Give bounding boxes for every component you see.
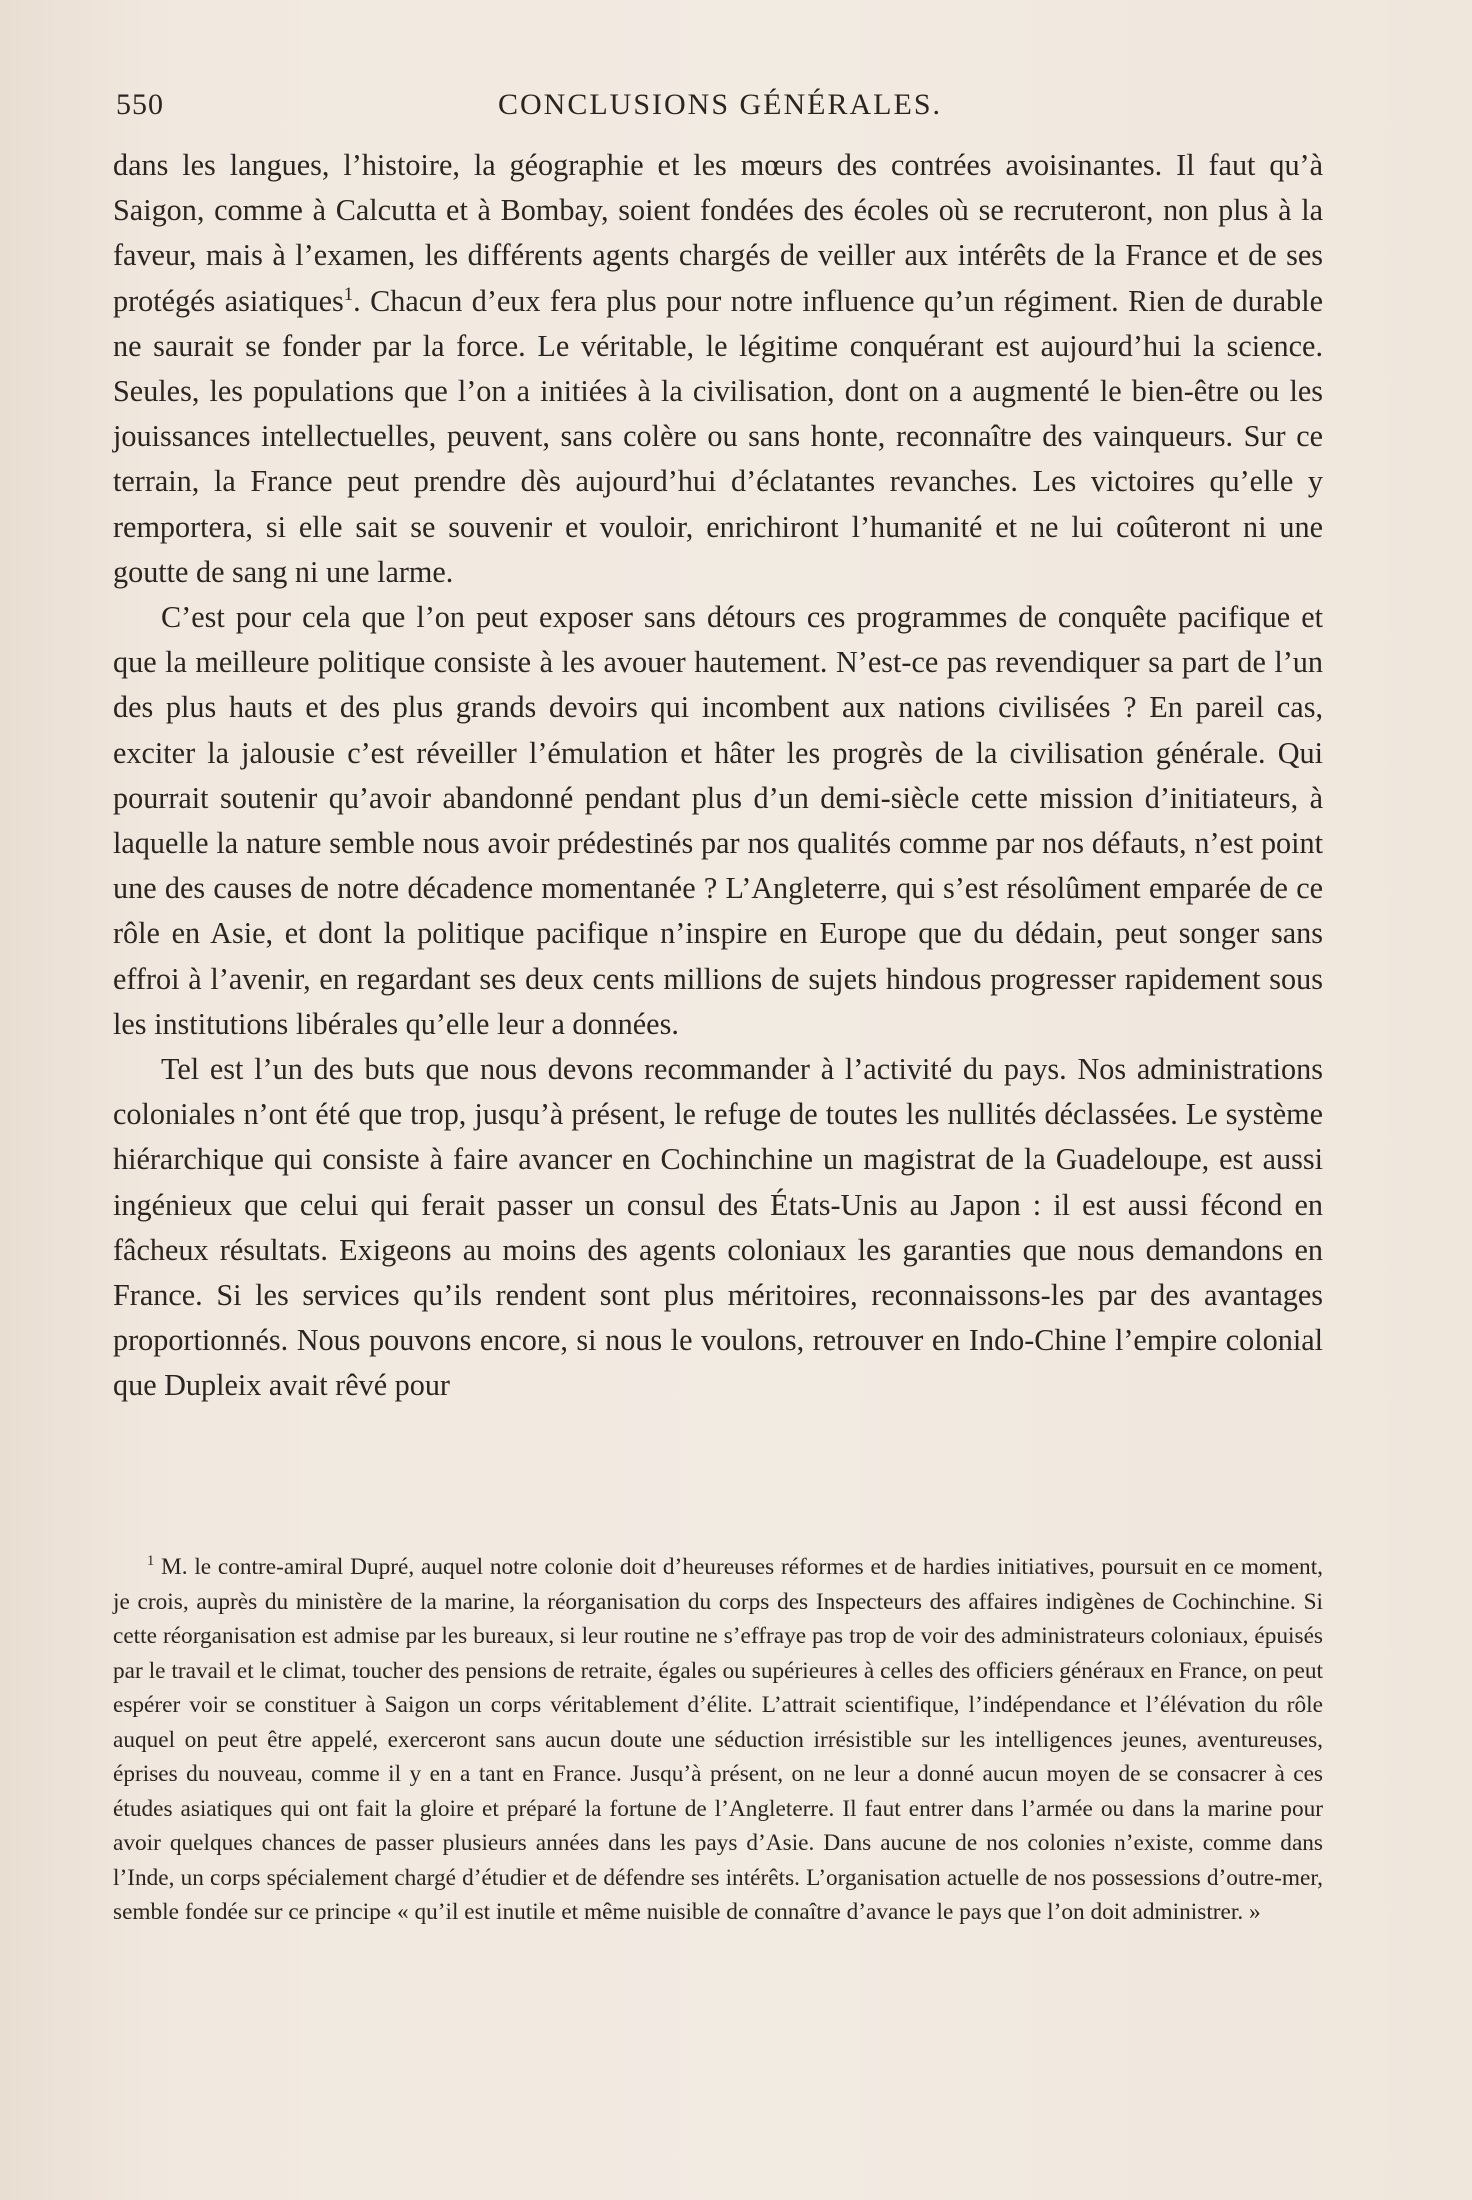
running-head: CONCLUSIONS GÉNÉRALES. [497,88,943,121]
paragraph-1-before-footnote: dans les langues, l’histoire, la géographie et les mœurs des contrées avoisinantes. Il faut qu’à Saigon, comme à Calcutta et à Bombay, soient fondées des écoles où se recruteront, non plus à la faveur, mais à l’examen, les différents agents chargés de veiller aux intérêts de la France et de ses protégés asiatiques [113,148,1323,318]
footnote [113,1550,1323,1930]
footnote-section [113,1550,1323,1930]
paragraph-1 [113,143,1323,595]
paragraph-3: Tel est l’un des buts que nous devons recommander à l’activité du pays. Nos administrations coloniales n’ont été que trop, jusqu’à présent, le refuge de toutes les nullités déclassées. Le système hiérarchique qui consiste à faire avancer en Cochinchine un magistrat de la Guadeloupe, est aussi ingénieux que celui qui ferait passer un consul des États-Unis au Japon : il est aussi fécond en fâcheux résultats. Exigeons au moins des agents coloniaux les garanties que nous demandons en France. Si les services qu’ils rendent sont plus méritoires, reconnaissons-les par des avantages proportionnés. Nous pouvons encore, si nous le voulons, retrouver en Indo-Chine l’empire colonial que Dupleix avait rêvé pour [113,1052,1323,1403]
paragraph-2: C’est pour cela que l’on peut exposer sans détours ces programmes de conquête pacifique et que la meilleure politique consiste à les avouer hautement. N’est-ce pas revendiquer sa part de l’un des plus hauts et des plus grands devoirs qui incombent aux nations civilisées ? En pareil cas, exciter la jalousie c’est réveiller l’émulation et hâter les progrès de la civilisation générale. Qui pourrait soutenir qu’avoir abandonné pendant plus d’un demi-siècle cette mission d’initiateurs, à laquelle la nature semble nous avoir prédestinés par nos qualités comme par nos défauts, n’est point une des causes de notre décadence momentanée ? L’Angleterre, qui s’est résolûment emparée de ce rôle en Asie, et dont la politique pacifique n’inspire en Europe que du dédain, peut songer sans effroi à l’avenir, en regardant ses deux cents millions de sujets hindous progresser rapidement sous les institutions libérales qu’elle leur a données. [113,600,1323,1041]
footnote-reference: 1 [343,283,354,305]
page-number: 550 [116,88,164,121]
page-header [116,88,1324,132]
main-text [113,143,1323,1409]
footnote-text: M. le contre-amiral Dupré, auquel notre colonie doit d’heureuses réformes et de hardies initiatives, poursuit en ce moment, je crois, auprès du ministère de la marine, la réorganisation du corps des Inspecteurs des affaires indigènes de Cochinchine. Si cette réorganisation est admise par les bureaux, si leur routine ne s’effraye pas trop de voir des administrateurs coloniaux, épuisés par le travail et le climat, toucher des pensions de retraite, égales ou supérieures à celles des officiers généraux en France, on peut espérer voir se constituer à Saigon un corps véritablement d’élite. L’attrait scientifique, l’indépendance et l’élévation du rôle auquel on peut être appelé, exerceront sans aucun doute une séduction irrésistible sur les intelligences jeunes, aventureuses, éprises du nouveau, comme il y en a tant en France. Jusqu’à présent, on ne leur a donné aucun moyen de se consacrer à ces études asiatiques qui ont fait la gloire et préparé la fortune de l’Angleterre. Il faut entrer dans l’armée ou dans la marine pour avoir quelques chances de passer plusieurs années dans les pays d’Asie. Dans aucune de nos colonies n’existe, comme dans l’Inde, un corps spécialement chargé d’étudier et de défendre ses intérêts. L’organisation actuelle de nos possessions d’outre-mer, semble fondée sur ce principe « qu’il est inutile et même nuisible de connaître d’avance le pays que l’on doit administrer. » [113,1554,1323,1925]
paragraph-1-after-footnote: . Chacun d’eux fera plus pour notre influence qu’un régiment. Rien de durable ne saurait se fonder par la force. Le véritable, le légitime conquérant est aujourd’hui la science. Seules, les populations que l’on a initiées à la civilisation, dont on a augmenté le bien-être ou les jouissances intellectuelles, peuvent, sans colère ou sans honte, reconnaître des vainqueurs. Sur ce terrain, la France peut prendre dès aujourd’hui d’éclatantes revanches. Les victoires qu’elle y remportera, si elle sait se souvenir et vouloir, enrichiront l’humanité et ne lui coûteront ni une goutte de sang ni une larme. [113,283,1323,589]
footnote-marker: 1 [147,1553,155,1570]
